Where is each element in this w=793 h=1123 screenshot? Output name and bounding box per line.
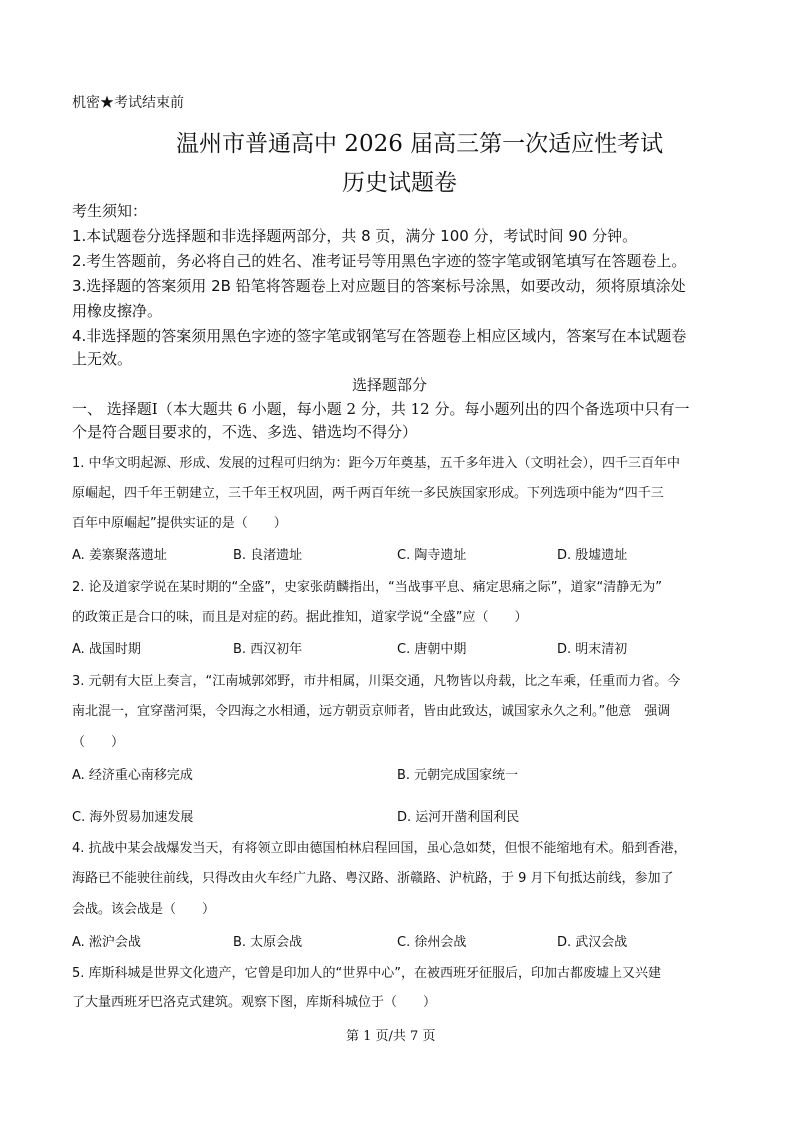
section-title: 选择题部分	[352, 376, 428, 394]
question-2-option-c: C. 唐朝中期	[397, 642, 467, 657]
question-4-option-b: B. 太原会战	[233, 935, 303, 950]
exam-title: 温州市普通高中 2026 届高三第一次适应性考试	[176, 131, 664, 157]
confidential-label: 机密★考试结束前	[72, 95, 184, 111]
question-1-option-c: C. 陶寺遗址	[397, 548, 467, 563]
question-1-text: 原崛起，四千年王朝建立，三千年王权巩固，两千两百年统一多民族国家形成。下列选项中能为“四千三	[72, 486, 664, 501]
question-2-text: 2. 论及道家学说在某时期的“全盛”，史家张荫麟指出，“当战事平息、痛定思痛之际”，道家“清静无为”	[72, 580, 662, 595]
question-1-option-a: A. 姜寨聚落遗址	[72, 548, 167, 563]
question-3-option-b: B. 元朝完成国家统一	[397, 768, 519, 783]
notice-heading: 考生须知：	[72, 202, 148, 220]
question-5-text: 了大量西班牙巴洛克式建筑。观察下图，库斯科城位于（ ）	[72, 995, 437, 1010]
question-2-option-b: B. 西汉初年	[233, 642, 303, 657]
question-2-text: 的政策正是合口的味，而且是对症的药。据此推知，道家学说“全盛”应（ ）	[72, 610, 528, 625]
notice-line: 2.考生答题前，务必将自己的姓名、准考证号等用黑色字迹的签字笔或钢笔填写在答题卷上。	[72, 252, 687, 270]
question-4-text: 4. 抗战中某会战爆发当天，有将领立即由德国柏林启程回国，虽心急如焚，但恨不能缩地有术。船到香港，	[72, 841, 687, 856]
question-1-option-b: B. 良渚遗址	[233, 548, 303, 563]
question-5-text: 5. 库斯科城是世界文化遗产，它曾是印加人的“世界中心”，在被西班牙征服后，印加古都废墟上又兴建	[72, 966, 662, 981]
question-3-option-c: C. 海外贸易加速发展	[72, 810, 194, 825]
question-1-text: 百年中原崛起”提供实证的是（ ）	[72, 516, 287, 531]
exam-subtitle: 历史试题卷	[342, 170, 457, 196]
question-3-option-d: D. 运河开凿利国利民	[397, 810, 520, 825]
notice-line: 4.非选择题的答案须用黑色字迹的签字笔或钢笔写在答题卷上相应区域内，答案写在本试题卷	[72, 327, 687, 345]
question-3-text: 3. 元朝有大臣上奏言，“江南城郭郊野，市井相属，川渠交通，凡物皆以舟载，比之车乘，任重而力省。今	[72, 674, 681, 689]
question-4-option-c: C. 徐州会战	[397, 935, 467, 950]
notice-line: 用橡皮擦净。	[72, 302, 163, 320]
question-2-option-a: A. 战国时期	[72, 642, 141, 657]
section-intro: 一、 选择题Ⅰ（本大题共 6 小题，每小题 2 分，共 12 分。每小题列出的四个备选项中只有一	[72, 400, 690, 418]
question-3-text: 南北混一，宜穿凿河渠，令四海之水相通，远方朝贡京师者，皆由此致达，诚国家永久之利。”他意 强调	[72, 704, 671, 719]
question-4-option-d: D. 武汉会战	[557, 935, 628, 950]
question-2-option-d: D. 明末清初	[557, 642, 628, 657]
page-footer: 第 1 页/共 7 页	[346, 1029, 436, 1044]
question-1-option-d: D. 殷墟遗址	[557, 548, 628, 563]
notice-line: 上无效。	[72, 350, 133, 368]
question-4-text: 会战。该会战是（ ）	[72, 902, 216, 917]
section-intro: 个是符合题目要求的，不选、多选、错选均不得分）	[72, 423, 418, 441]
notice-line: 1.本试题卷分选择题和非选择题两部分，共 8 页，满分 100 分，考试时间 90 分钟。	[72, 227, 638, 245]
question-4-text: 海路已不能驶往前线，只得改由火车经广九路、粤汉路、浙赣路、沪杭路，于 9 月下旬抵达前线，参加了	[72, 871, 674, 886]
question-4-option-a: A. 淞沪会战	[72, 935, 141, 950]
notice-line: 3.选择题的答案须用 2B 铅笔将答题卷上对应题目的答案标号涂黑，如要改动，须将原填涂处	[72, 277, 686, 295]
question-3-text: （ ）	[72, 735, 125, 750]
question-1-text: 1. 中华文明起源、形成、发展的过程可归纳为：距今万年奠基，五千多年进入（文明社会），四千三百年中	[72, 456, 681, 471]
question-3-option-a: A. 经济重心南移完成	[72, 768, 193, 783]
